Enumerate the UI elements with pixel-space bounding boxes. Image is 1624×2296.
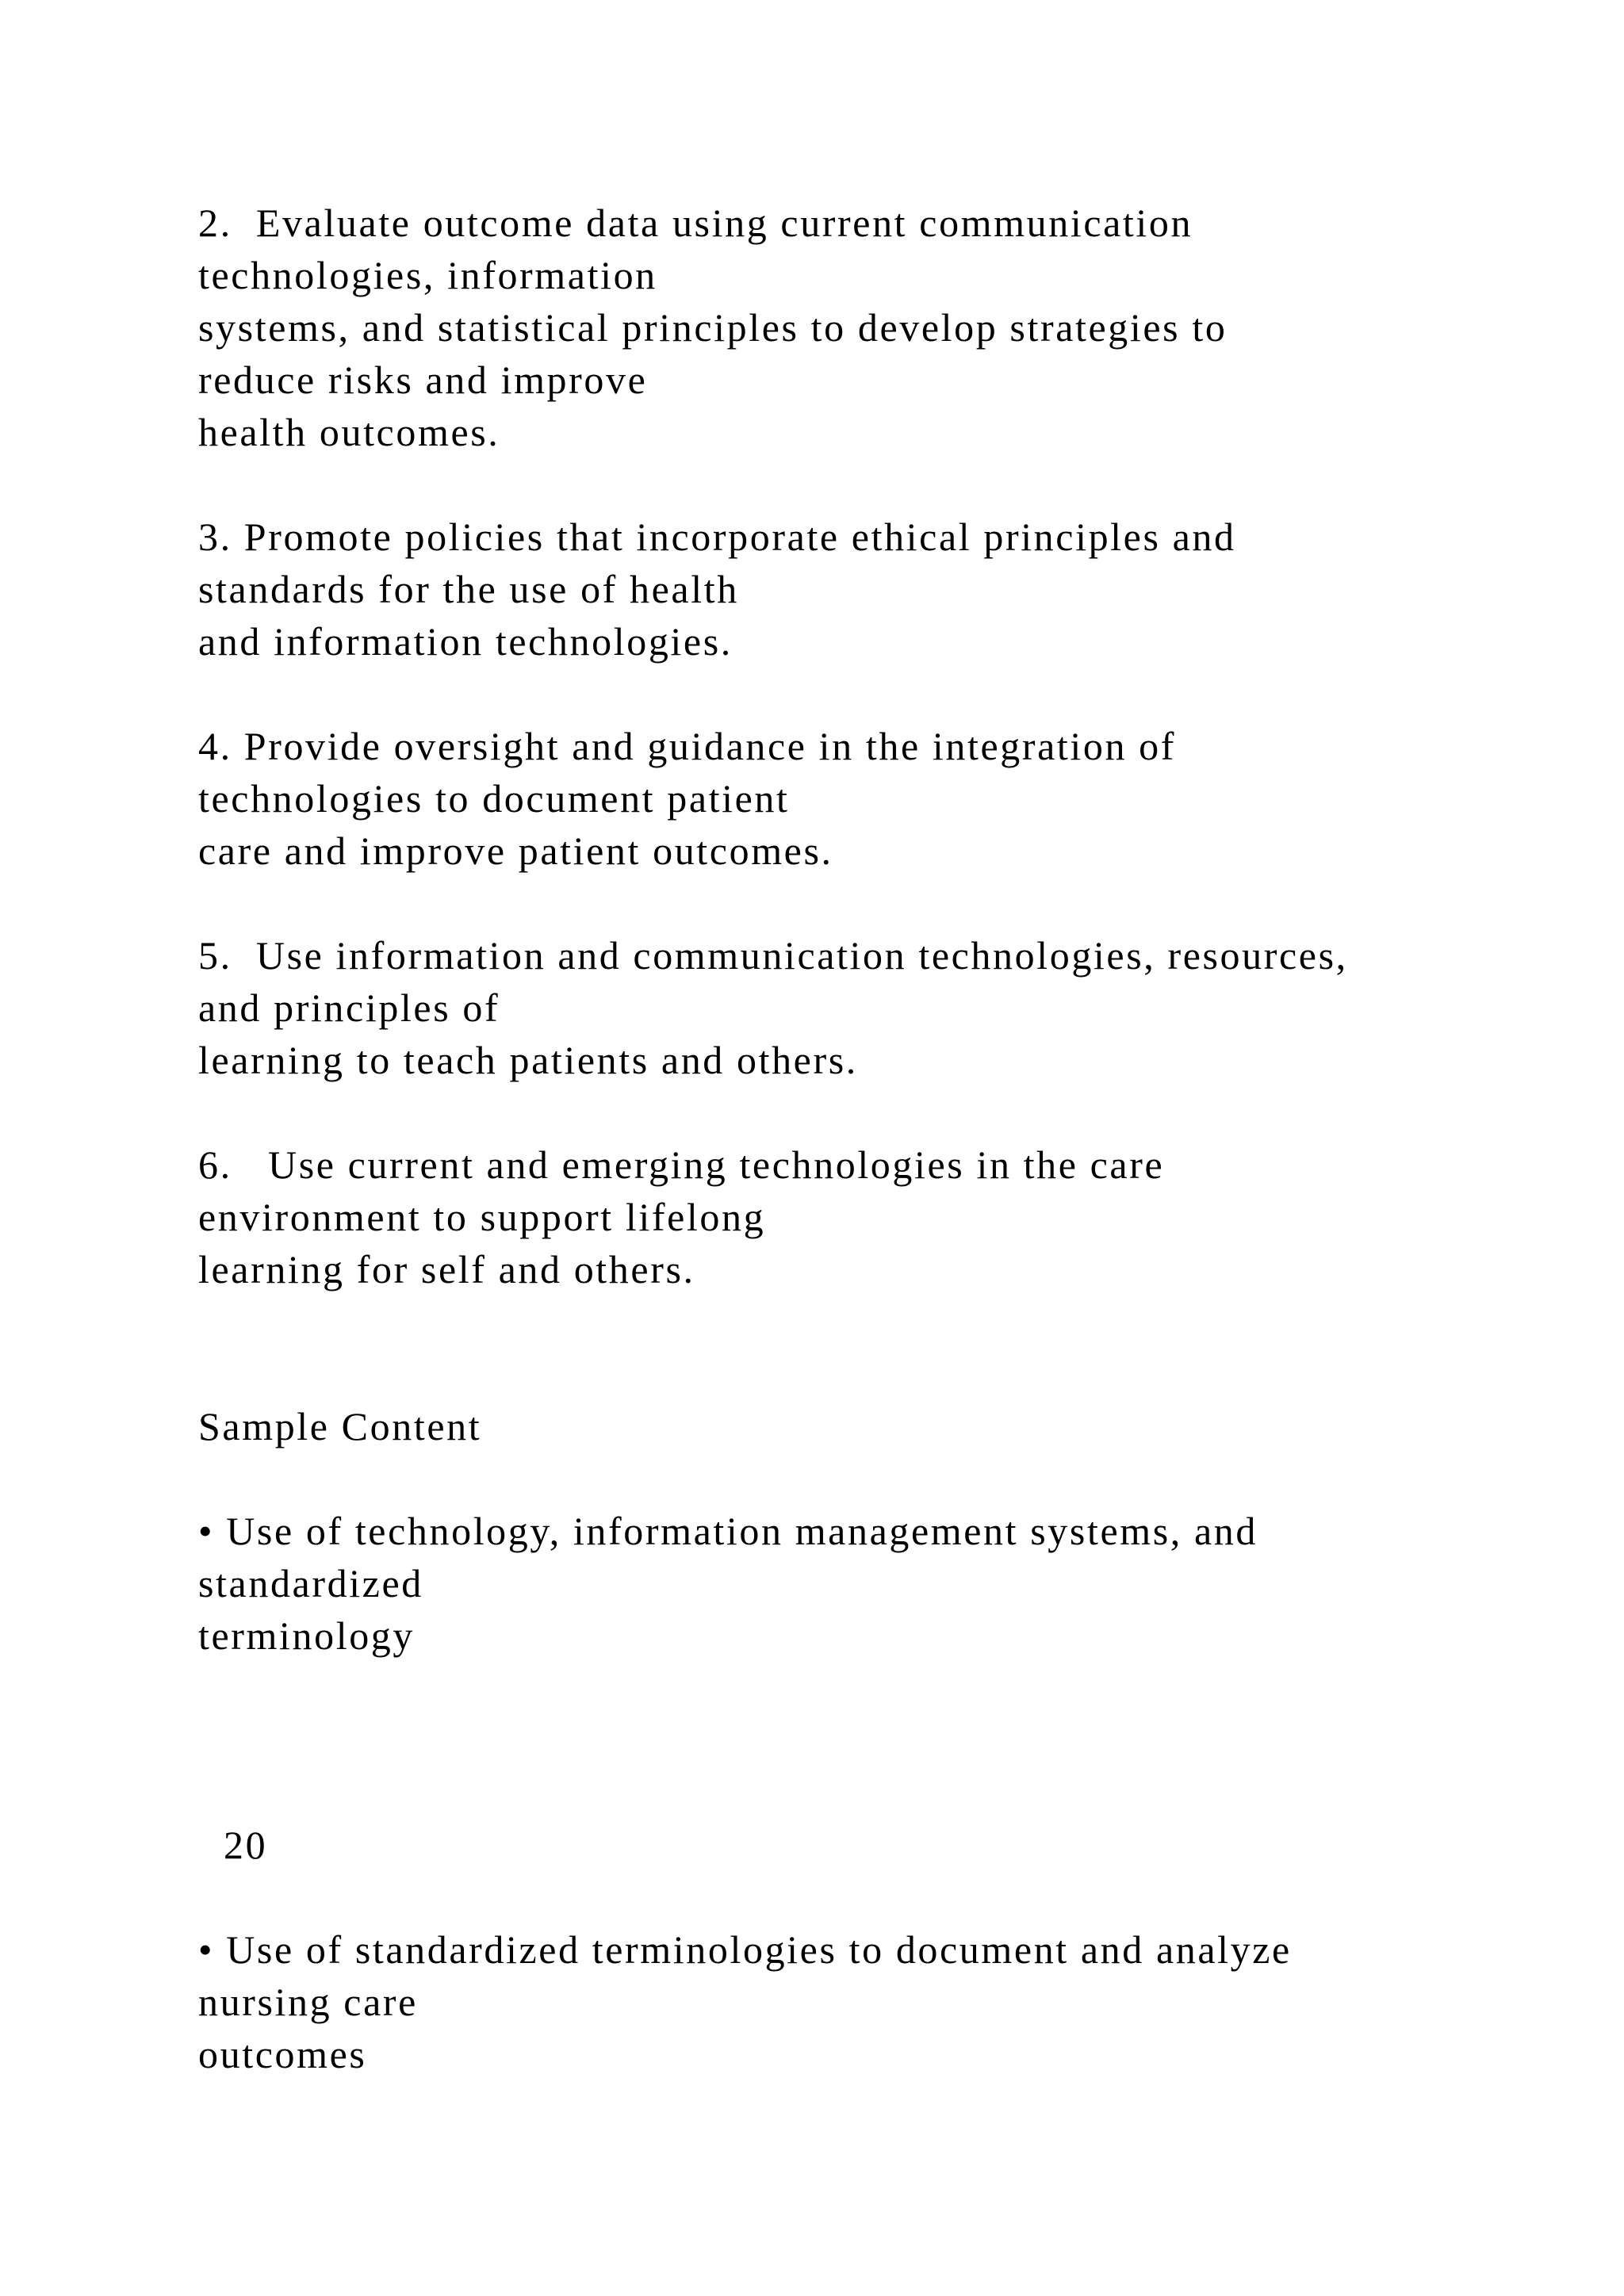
sample-content-heading: Sample Content: [198, 1404, 482, 1448]
sample-item-1-line-3: terminology: [198, 1613, 416, 1658]
outcome-6-line-1: 6. Use current and emerging technologies in the care: [198, 1142, 1165, 1187]
outcome-4-line-3: care and improve patient outcomes.: [198, 828, 833, 873]
outcome-2-line-3: systems, and statistical principles to develop strategies to: [198, 305, 1228, 350]
outcome-2-line-2: technologies, information: [198, 253, 657, 297]
page-number: 20: [224, 1823, 268, 1867]
outcome-5-line-3: learning to teach patients and others.: [198, 1038, 858, 1082]
sample-item-2-line-2: nursing care: [198, 1980, 418, 2024]
outcome-5-line-2: and principles of: [198, 985, 500, 1030]
outcome-4-line-2: technologies to document patient: [198, 776, 790, 821]
outcome-2-line-4: reduce risks and improve: [198, 358, 648, 402]
outcome-6-line-3: learning for self and others.: [198, 1247, 695, 1292]
outcome-3-line-1: 3. Promote policies that incorporate ethical principles and: [198, 515, 1236, 559]
outcome-6-line-2: environment to support lifelong: [198, 1195, 766, 1239]
outcome-5-line-1: 5. Use information and communication technologies, resources,: [198, 933, 1348, 978]
outcome-2-line-1: 2. Evaluate outcome data using current communication: [198, 201, 1193, 245]
outcome-2-line-5: health outcomes.: [198, 410, 500, 454]
outcome-3-line-3: and information technologies.: [198, 619, 733, 664]
outcome-3-line-2: standards for the use of health: [198, 567, 739, 611]
sample-item-1-line-1: • Use of technology, information management systems, and: [198, 1509, 1258, 1553]
sample-item-2-line-1: • Use of standardized terminologies to document and analyze: [198, 1927, 1292, 1972]
sample-item-1-line-2: standardized: [198, 1561, 423, 1605]
sample-item-2-line-3: outcomes: [198, 2032, 367, 2076]
outcome-4-line-1: 4. Provide oversight and guidance in the integration of: [198, 724, 1177, 768]
